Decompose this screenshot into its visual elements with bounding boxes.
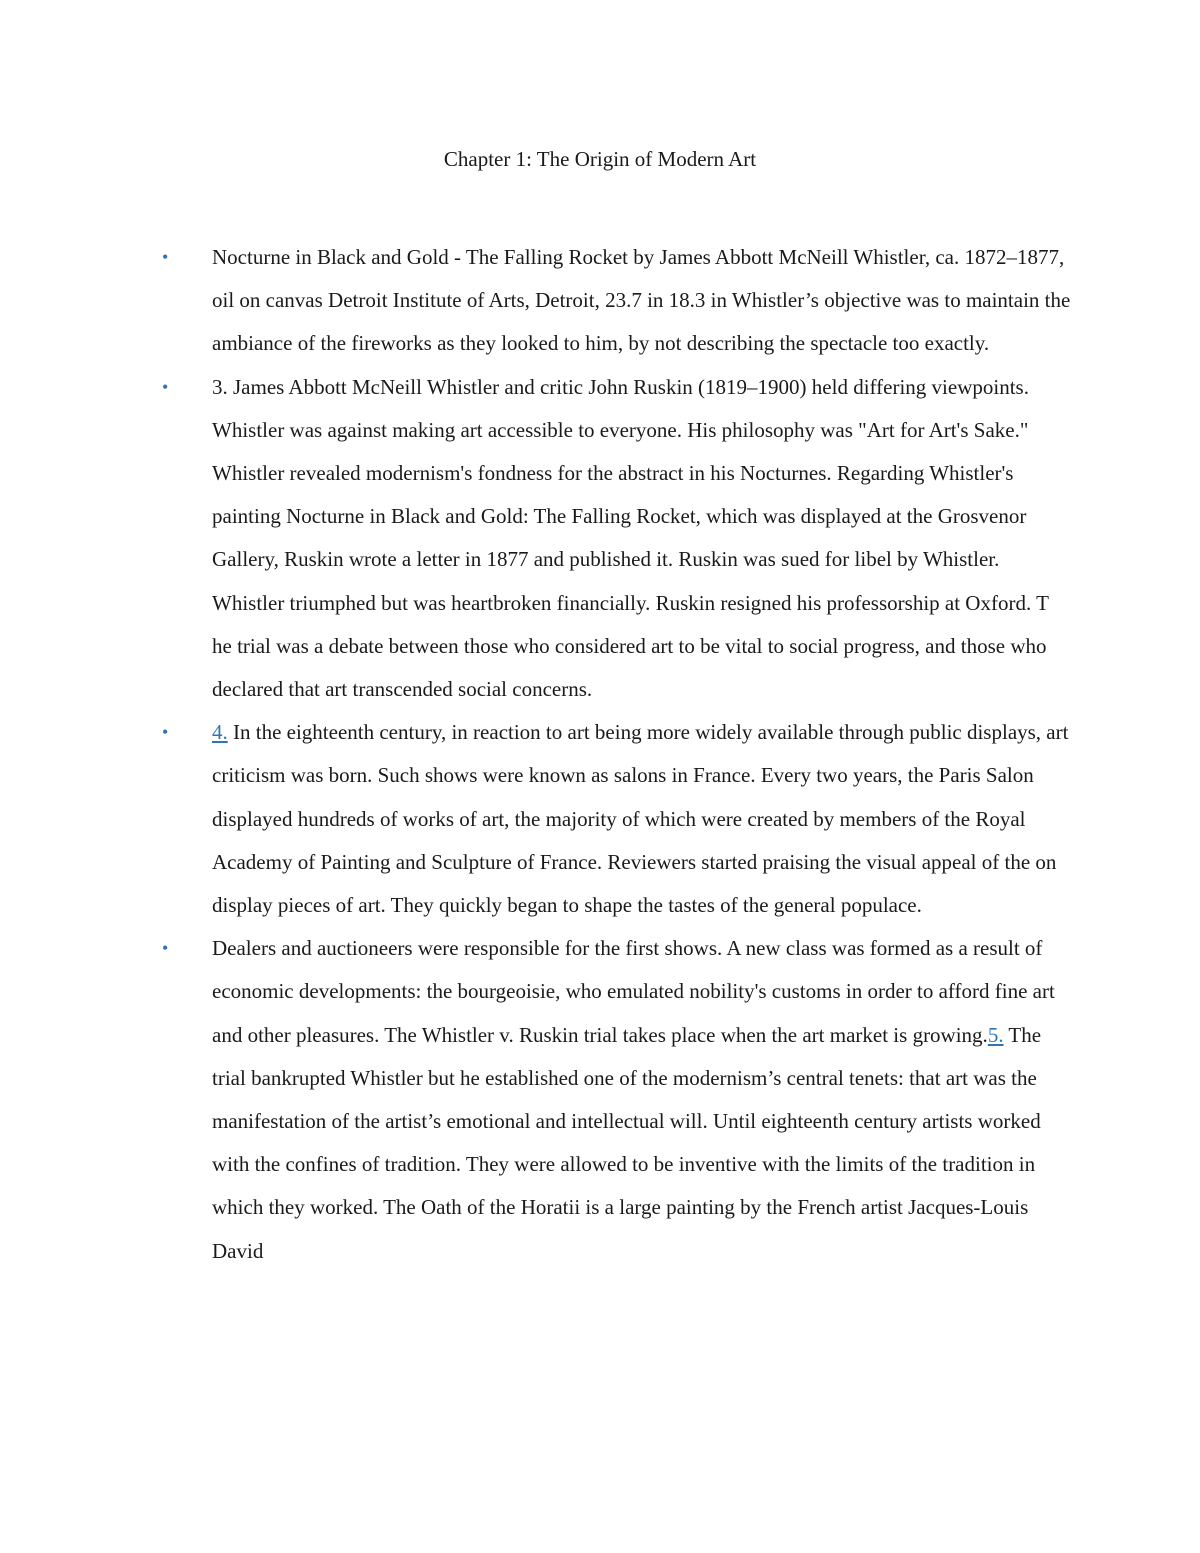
reference-link-4[interactable]: 4.: [212, 720, 228, 745]
chapter-title: Chapter 1: The Origin of Modern Art: [443, 147, 757, 171]
list-item-text: Dealers and auctioneers were responsible for the first shows. A new class was formed as a result of economic developments: the bourgeoisie, who emulated nobility's customs in order to afford fine art and other pleasures. The Whistler v. Ruskin trial takes place when the art market is growing.: [212, 936, 1055, 1047]
bullet-icon: •: [162, 376, 169, 397]
bullet-list: [0, 236, 1200, 1273]
list-item: [0, 711, 1072, 927]
list-item-text-continued: The trial bankrupted Whistler but he established one of the modernism’s central tenets: that art was the manifestation of the artist’s emotional and intellectual will. Until eighteenth century artists worked with the confines of tradition. They were allowed to be inventive with the limits of the tradition in which they worked. The Oath of the Horatii is a large painting by the French artist Jacques-Louis David: [212, 1022, 1042, 1263]
reference-link-5[interactable]: 5.: [987, 1022, 1004, 1047]
bullet-icon: •: [162, 938, 169, 959]
bullet-icon: •: [162, 247, 169, 267]
list-item: [0, 927, 1072, 1273]
list-item: [0, 236, 1072, 366]
list-item-text: Nocturne in Black and Gold - The Falling Rocket by James Abbott McNeill Whistler, ca. 1872–1877, oil on canvas Detroit Institute of Arts, Detroit, 23.7 in 18.3 in Whistler’s objective was to maintain the ambiance of the fireworks as they looked to him, by not describing the spectacle too exactly.: [212, 245, 1071, 356]
list-item-text: 3. James Abbott McNeill Whistler and critic John Ruskin (1819–1900) held differing viewpoints. Whistler was against making art accessible to everyone. His philosophy was "Art for Art's Sake." Whistler revealed modernism's fondness for the abstract in his Nocturnes. Regarding Whistler's painting Nocturne in Black and Gold: The Falling Rocket, which was displayed at the Grosvenor Gallery, Ruskin wrote a letter in 1877 and published it. Ruskin was sued for libel by Whistler. Whistler triumphed but was heartbroken financially. Ruskin resigned his professorship at Oxford. T he trial was a debate between those who considered art to be vital to social progress, and those who declared that art transcended social concerns.: [212, 374, 1049, 702]
list-item: [0, 366, 1072, 712]
list-item-text: In the eighteenth century, in reaction to art being more widely available through public displays, art criticism was born. Such shows were known as salons in France. Every two years, the Paris Salon displayed hundreds of works of art, the majority of which were created by members of the Royal Academy of Painting and Sculpture of France. Reviewers started praising the visual appeal of the on display pieces of art. They quickly began to shape the tastes of the general populace.: [212, 720, 1069, 918]
bullet-icon: •: [162, 722, 169, 743]
